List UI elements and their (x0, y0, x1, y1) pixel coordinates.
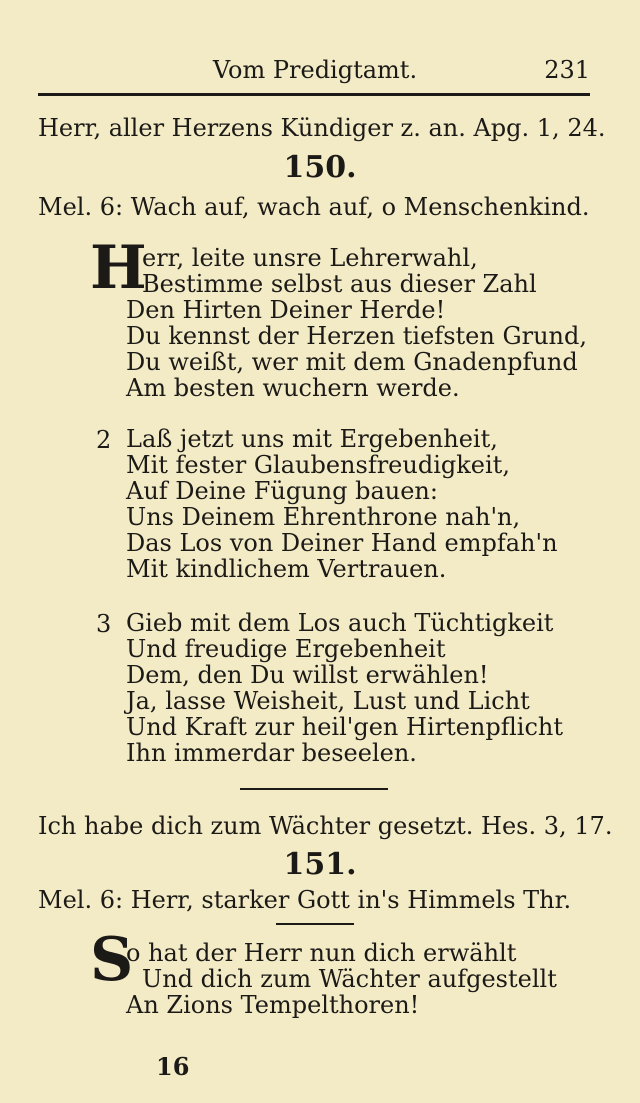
hymn-150-stanza-2 (126, 426, 606, 582)
stanza-line: Auf Deine Fügung bauen: (126, 477, 438, 505)
hymn-151-dropcap: S (90, 925, 134, 995)
hymn-150-number: 150. (283, 150, 357, 185)
hymn-150-stanza-1 (126, 245, 606, 401)
hymn-151-reference: Ich habe dich zum Wächter gesetzt. Hes. 3, 17. (38, 812, 613, 840)
stanza-line: Gieb mit dem Los auch Tüchtigkeit (126, 609, 554, 637)
hymn-151-stanza-1 (126, 940, 606, 1018)
hymn-150-reference: Herr, aller Herzens Kündiger z. an. Apg. 1, 24. (38, 114, 606, 142)
hymn-150-melody: Mel. 6: Wach auf, wach auf, o Menschenkind. (38, 193, 590, 221)
melody-divider (276, 923, 354, 925)
stanza-number: 3 (96, 610, 112, 638)
header-title: Vom Predigtamt. (212, 56, 418, 84)
stanza-line: Am besten wuchern werde. (126, 374, 460, 402)
section-divider (240, 788, 388, 790)
stanza-line: Uns Deinem Ehrenthrone nah'n, (126, 503, 521, 531)
hymn-150-stanza-3 (126, 610, 606, 766)
stanza-line: Mit kindlichem Vertrauen. (126, 555, 447, 583)
stanza-number: 2 (96, 426, 112, 454)
stanza-line: Und dich zum Wächter aufgestellt (142, 965, 557, 993)
page-number: 231 (544, 56, 590, 84)
stanza-line: Das Los von Deiner Hand empfah'n (126, 529, 558, 557)
stanza-line: Und Kraft zur heil'gen Hirtenpflicht (126, 713, 563, 741)
running-header (40, 56, 590, 90)
hymn-151-number: 151. (283, 847, 357, 882)
stanza-line: o hat der Herr nun dich erwählt (126, 939, 517, 967)
stanza-line: Den Hirten Deiner Herde! (126, 296, 446, 324)
stanza-line: Bestimme selbst aus dieser Zahl (142, 270, 537, 298)
stanza-line: An Zions Tempelthoren! (126, 991, 420, 1019)
stanza-line: Dem, den Du willst erwählen! (126, 661, 489, 689)
stanza-line: Mit fester Glaubensfreudigkeit, (126, 451, 510, 479)
header-rule (38, 93, 590, 96)
stanza-line: err, leite unsre Lehrerwahl, (142, 244, 478, 272)
stanza-line: Du weißt, wer mit dem Gnadenpfund (126, 348, 578, 376)
stanza-line: Ihn immerdar beseelen. (126, 739, 417, 767)
signature-mark: 16 (156, 1052, 190, 1081)
hymn-150-dropcap: H (90, 233, 147, 303)
stanza-line: Und freudige Ergebenheit (126, 635, 446, 663)
hymn-151-melody: Mel. 6: Herr, starker Gott in's Himmels Thr. (38, 886, 572, 914)
stanza-line: Laß jetzt uns mit Ergebenheit, (126, 425, 498, 453)
stanza-line: Ja, lasse Weisheit, Lust und Licht (126, 687, 530, 715)
stanza-line: Du kennst der Herzen tiefsten Grund, (126, 322, 587, 350)
